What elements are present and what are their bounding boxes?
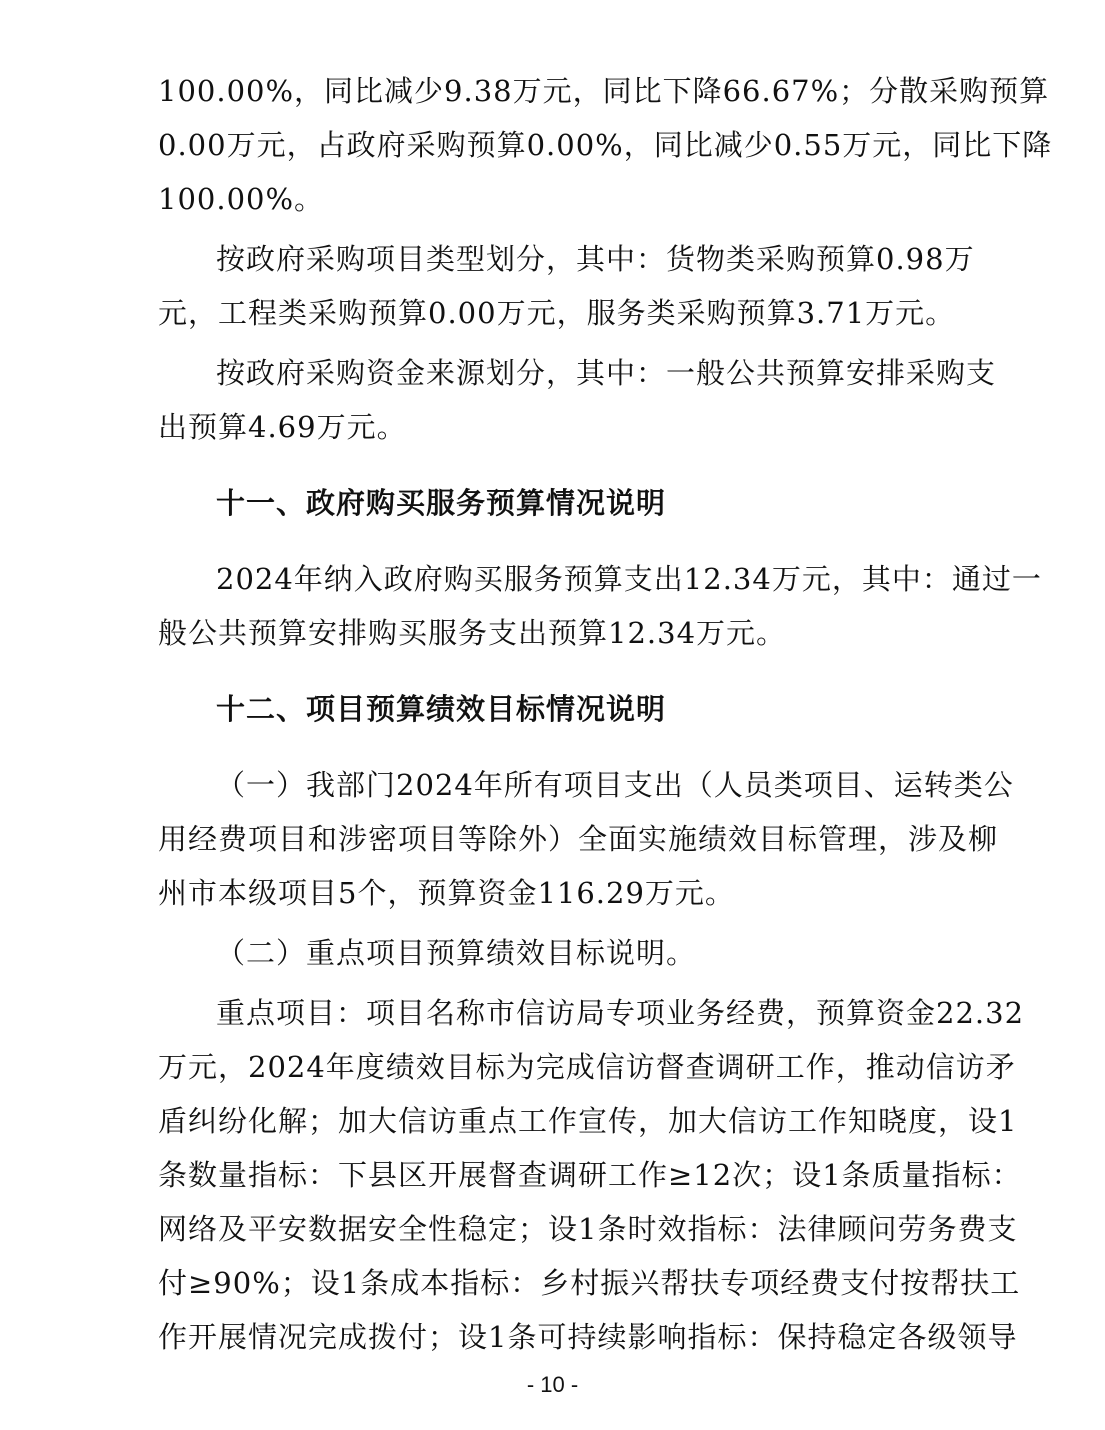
text-line: 100.00%。 xyxy=(158,182,325,216)
paragraph-procurement-by-type xyxy=(158,232,975,340)
text-line: 般公共预算安排购买服务支出预算12.34万元。 xyxy=(158,616,787,650)
text-line: 网络及平安数据安全性稳定；设1条时效指标：法律顾问劳务费支 xyxy=(158,1212,1018,1246)
text-line: 出预算4.69万元。 xyxy=(158,410,407,444)
paragraph-procurement-continued xyxy=(158,64,1053,226)
page-number: - 10 - xyxy=(526,1372,579,1397)
text-line: 2024年纳入政府购买服务预算支出12.34万元，其中：通过一 xyxy=(216,562,1042,596)
text-line: 作开展情况完成拨付；设1条可持续影响指标：保持稳定各级领导 xyxy=(158,1320,1018,1354)
document-body xyxy=(158,64,1053,1364)
section-heading-11: 十一、政府购买服务预算情况说明 xyxy=(216,486,667,520)
paragraph-procurement-by-source xyxy=(158,346,997,454)
text-line: 条数量指标：下县区开展督查调研工作≥12次；设1条质量指标： xyxy=(158,1158,1022,1192)
text-line: （一）我部门2024年所有项目支出（人员类项目、运转类公 xyxy=(216,768,1014,802)
paragraph-performance-management xyxy=(158,758,1014,920)
text-line: 元，工程类采购预算0.00万元，服务类采购预算3.71万元。 xyxy=(158,296,956,330)
text-line: 万元，2024年度绩效目标为完成信访督查调研工作，推动信访矛 xyxy=(158,1050,1016,1084)
paragraph-key-project-detail xyxy=(158,986,1025,1364)
paragraph-key-project-heading xyxy=(158,926,932,980)
text-line: 盾纠纷化解；加大信访重点工作宣传，加大信访工作知晓度，设1 xyxy=(158,1104,1018,1138)
text-line: 100.00%，同比减少9.38万元，同比下降66.67%；分散采购预算 xyxy=(158,74,1050,108)
text-line: 重点项目：项目名称市信访局专项业务经费，预算资金22.32 xyxy=(216,996,1025,1030)
text-line: 用经费项目和涉密项目等除外）全面实施绩效目标管理，涉及柳 xyxy=(158,822,999,856)
text-line: 按政府采购资金来源划分，其中：一般公共预算安排采购支 xyxy=(216,356,997,390)
text-line: （二）重点项目预算绩效目标说明。 xyxy=(216,936,697,970)
text-line: 0.00万元，占政府采购预算0.00%，同比减少0.55万元，同比下降 xyxy=(158,128,1053,162)
section-heading-12: 十二、项目预算绩效目标情况说明 xyxy=(216,692,667,726)
text-line: 付≥90%；设1条成本指标：乡村振兴帮扶专项经费支付按帮扶工 xyxy=(158,1266,1021,1300)
text-line: 州市本级项目5个，预算资金116.29万元。 xyxy=(158,876,735,910)
text-line: 按政府采购项目类型划分，其中：货物类采购预算0.98万 xyxy=(216,242,975,276)
paragraph-purchased-services xyxy=(158,552,1042,660)
